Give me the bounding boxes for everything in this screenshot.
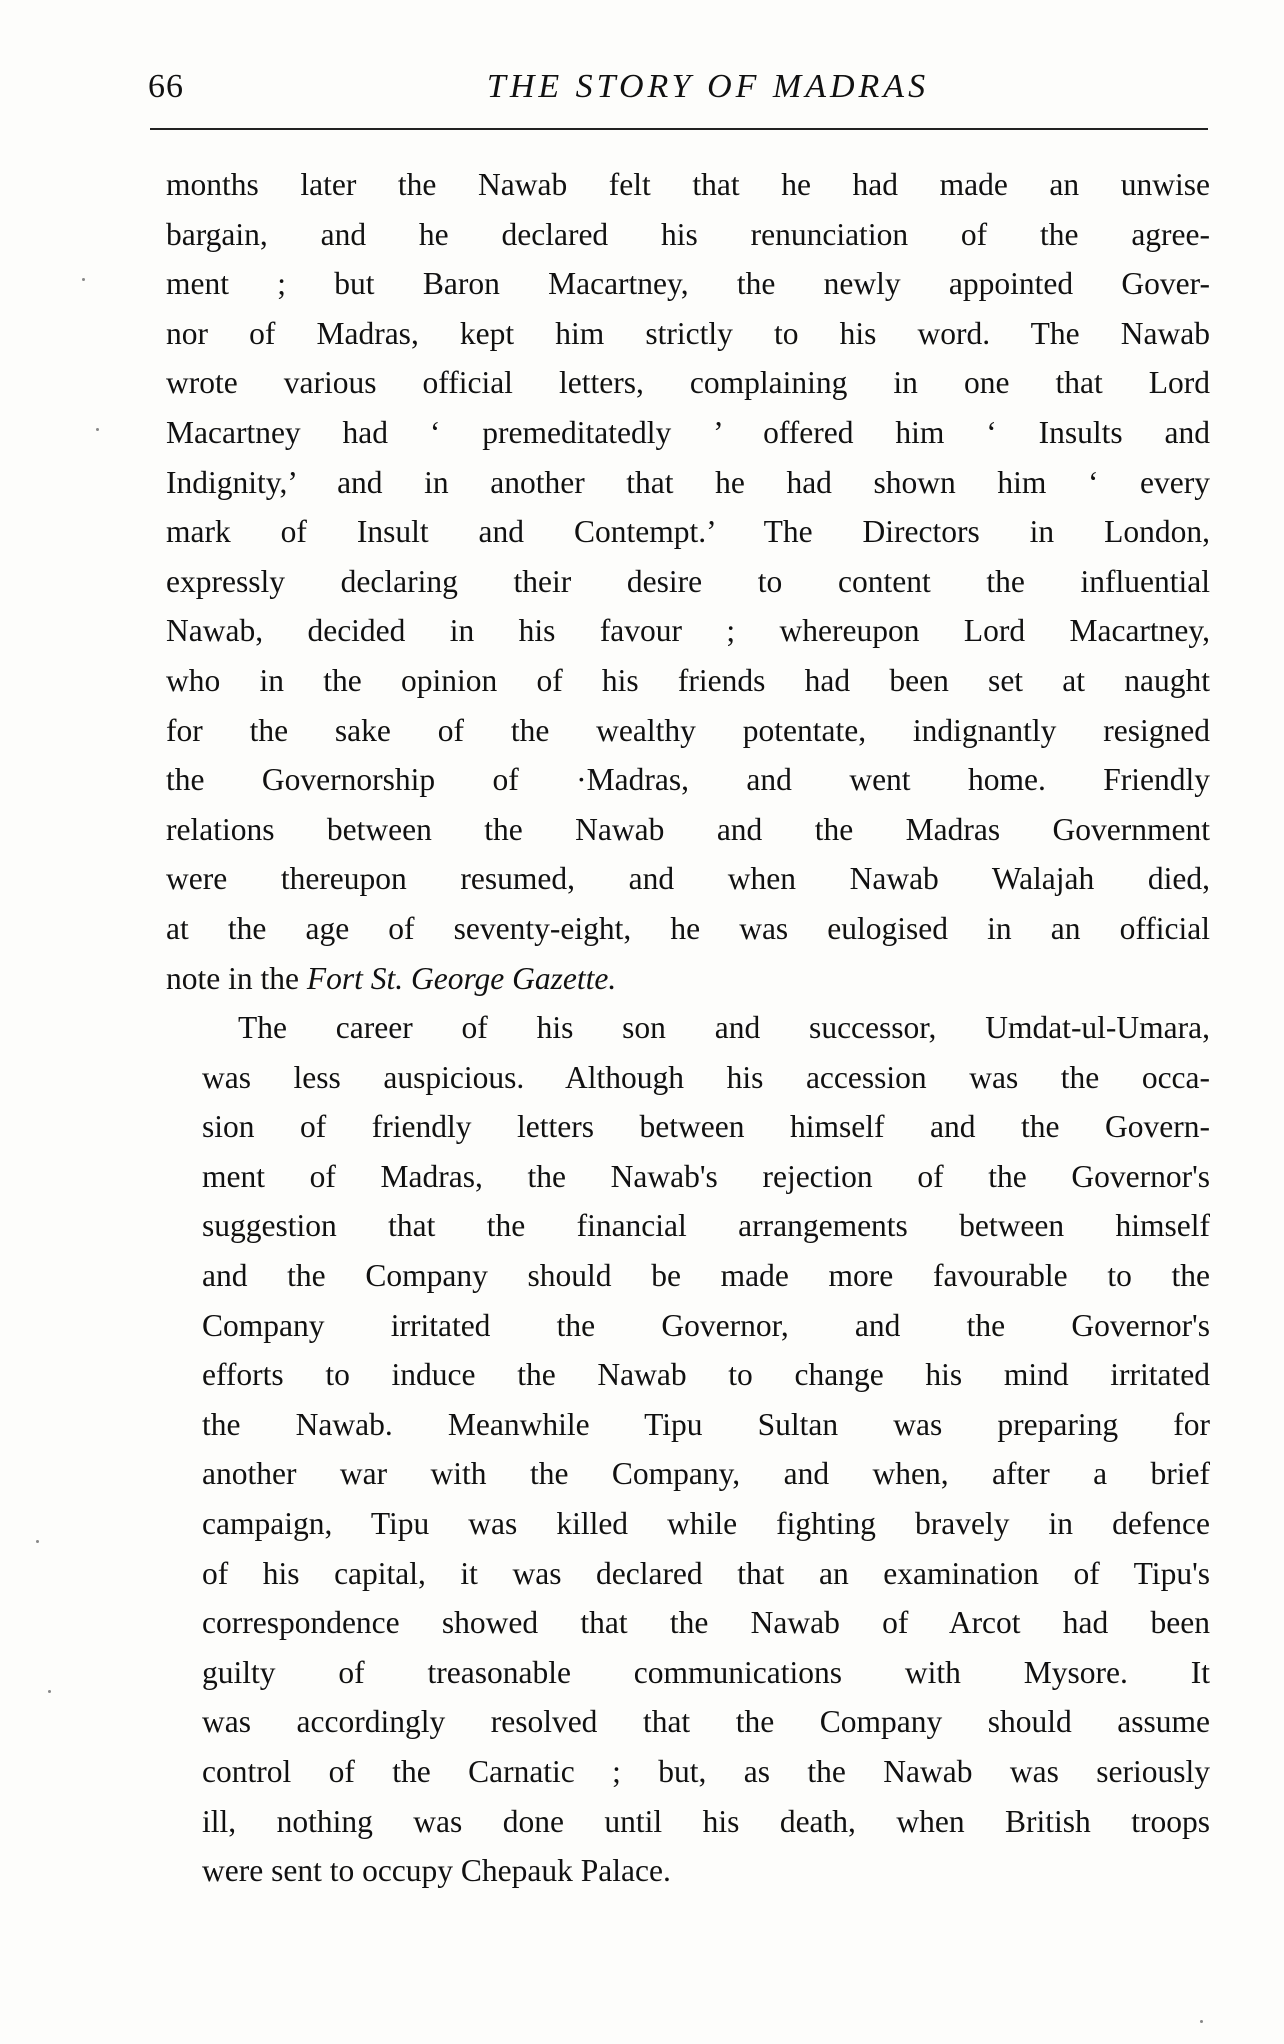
text-line: were sent to occupy Chepauk Palace. (202, 1853, 671, 1889)
scan-speck (1200, 2020, 1203, 2023)
text-line: correspondence showed that the Nawab of Arcot had been (202, 1605, 1210, 1641)
paragraph-1 (166, 160, 1210, 1003)
text-line: mark of Insult and Contempt.’ The Directors in London, (166, 514, 1210, 550)
text-line: efforts to induce the Nawab to change his mind irritated (202, 1357, 1210, 1393)
text-line: the Governorship of ·Madras, and went home. Friendly (166, 762, 1210, 798)
paragraph-2 (166, 1003, 1210, 1896)
text-line: months later the Nawab felt that he had made an unwise (166, 167, 1210, 202)
text-line: bargain, and he declared his renunciation of the agree- (166, 216, 1210, 252)
text-line: wrote various official letters, complaining in one that Lord (166, 365, 1210, 401)
text-line: The career of his son and successor, Umdat-ul-Umara, (238, 1010, 1210, 1046)
text-line: relations between the Nawab and the Madras Government (166, 811, 1210, 847)
text-line: suggestion that the financial arrangements between himself (202, 1208, 1210, 1244)
scan-speck (96, 428, 99, 431)
text-line: of his capital, it was declared that an examination of Tipu's (202, 1555, 1210, 1591)
text-line: the Nawab. Meanwhile Tipu Sultan was preparing for (202, 1406, 1210, 1442)
running-title: THE STORY OF MADRAS (486, 68, 930, 105)
text-line: ment ; but Baron Macartney, the newly appointed Gover- (166, 266, 1210, 302)
scan-speck (82, 278, 85, 281)
text-fragment: note in the (166, 960, 307, 996)
body-text (166, 160, 1210, 1896)
text-line: sion of friendly letters between himself and the Govern- (202, 1109, 1210, 1145)
text-line: Indignity,’ and in another that he had shown him ‘ every (166, 464, 1210, 500)
text-line: nor of Madras, kept him strictly to his word. The Nawab (166, 315, 1210, 351)
page-number: 66 (148, 68, 184, 105)
text-line: and the Company should be made more favourable to the (202, 1258, 1210, 1294)
text-line: for the sake of the wealthy potentate, indignantly resigned (166, 712, 1210, 748)
scan-speck (36, 1540, 39, 1543)
text-line: was less auspicious. Although his accession was the occa- (202, 1059, 1210, 1095)
text-line: ment of Madras, the Nawab's rejection of the Governor's (202, 1158, 1210, 1194)
text-line: another war with the Company, and when, after a brief (202, 1456, 1210, 1492)
text-line (166, 954, 1210, 1004)
text-line: campaign, Tipu was killed while fighting bravely in defence (202, 1506, 1210, 1542)
text-line: Nawab, decided in his favour ; whereupon Lord Macartney, (166, 613, 1210, 649)
text-line: Macartney had ‘ premeditatedly ’ offered him ‘ Insults and (166, 414, 1210, 450)
page-header (148, 68, 1208, 128)
text-line: was accordingly resolved that the Company should assume (202, 1704, 1210, 1740)
text-line: who in the opinion of his friends had been set at naught (166, 662, 1210, 698)
header-rule (150, 128, 1208, 130)
text-line: expressly declaring their desire to content the influential (166, 563, 1210, 599)
newspaper-title: Fort St. George Gazette. (306, 960, 617, 996)
text-line: at the age of seventy-eight, he was eulogised in an official (166, 910, 1210, 946)
text-line: guilty of treasonable communications with Mysore. It (202, 1654, 1210, 1690)
scan-speck (48, 1690, 51, 1693)
text-line: control of the Carnatic ; but, as the Nawab was seriously (202, 1754, 1210, 1789)
text-line: Company irritated the Governor, and the Governor's (202, 1307, 1210, 1343)
text-line: were thereupon resumed, and when Nawab Walajah died, (166, 861, 1210, 897)
text-line: ill, nothing was done until his death, when British troops (202, 1803, 1210, 1839)
